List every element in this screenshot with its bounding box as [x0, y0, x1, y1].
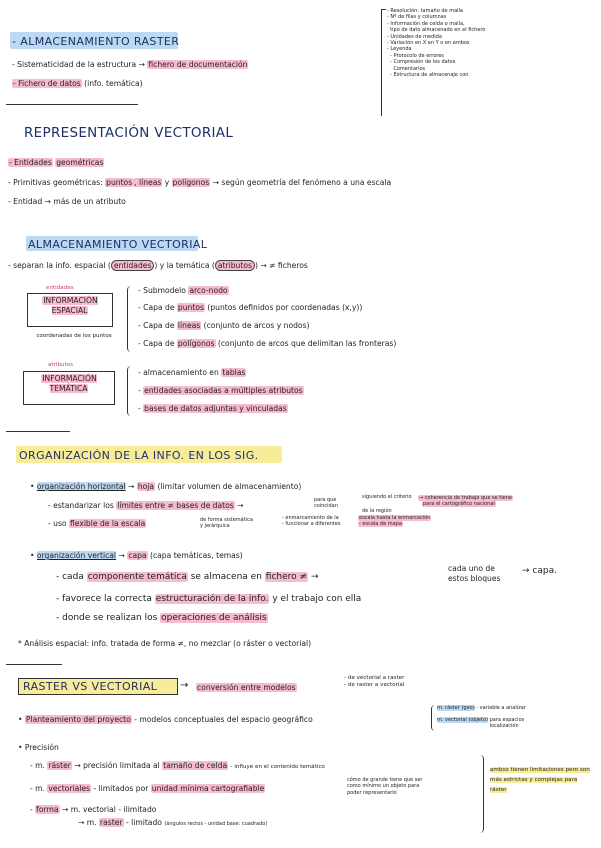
- rvv-approach-text: - modelos conceptuales del espacio geográfico: [134, 715, 313, 724]
- rvv-prec2-d: unidad mínima cartografiable: [151, 784, 265, 793]
- horizontal-sub-2-note-2: y jerárquica: [200, 523, 230, 530]
- vector-repr-line-2-a: - Primitivas geométricas:: [8, 178, 103, 187]
- rvv-precision-raster: [30, 761, 325, 771]
- raster-line-2: [12, 79, 143, 89]
- bullet: •: [30, 482, 35, 491]
- spatial-item-2-c: (conjunto de arcos y nodos): [203, 321, 310, 330]
- horizontal-sub-2-notes-a: [200, 517, 253, 530]
- rvv-approach: [18, 715, 313, 725]
- rvv-prec1-a: - m.: [30, 761, 45, 770]
- vertical-head-layer: capa: [128, 551, 147, 560]
- horizontal-head-arrow: →: [128, 482, 135, 491]
- side-note: - Estructura de almacenaje con: [387, 72, 469, 79]
- spatial-item-2-a: - Capa de: [138, 321, 175, 330]
- side-note: - Unidades de medida: [387, 33, 442, 40]
- rvv-yellow-note-text: ambos tienen limitaciones pero son más estrictas y complejas para ráster: [490, 767, 590, 793]
- vector-repr-title: REPRESENTACIÓN VECTORIAL: [24, 125, 234, 141]
- rvv-prec2-note-1: cómo de grande tiene que ser: [347, 777, 423, 783]
- rvv-prec2-a: - m.: [30, 784, 45, 793]
- rvv-approach-raster-note: - variable a analizar: [476, 705, 526, 711]
- vector-repr-line-1-a: - Entidades: [9, 158, 52, 167]
- rvv-form-b: forma: [36, 805, 59, 814]
- rvv-prec1-c: → precisión limitada al: [74, 761, 160, 770]
- horizontal-sub-1-c: →: [237, 501, 244, 510]
- spatial-item-3-a: - Capa de: [138, 339, 175, 348]
- horizontal-sub-1-result: [418, 495, 513, 508]
- horizontal-head-note: (limitar volumen de almacenamiento): [157, 482, 302, 491]
- intro-entities: entidades: [111, 260, 155, 271]
- vertical-sub-1-blocks: cada uno de estos bloques: [448, 564, 501, 583]
- rvv-conversion-list: [344, 675, 404, 689]
- thematic-info-box: [23, 371, 115, 405]
- thematic-item-2-a: -: [138, 404, 141, 413]
- vertical-sub-2-c: y el trabajo con ella: [272, 594, 362, 604]
- horizontal-sub-1-note-b: siguiendo el criterio: [362, 494, 412, 500]
- side-note: - Variación en X en Y o en ambos: [387, 40, 470, 47]
- horizontal-sub-1-a: - estandarizar los: [48, 501, 114, 510]
- thematic-item: [138, 386, 304, 396]
- side-note: - Leyenda: [387, 46, 412, 53]
- rvv-approach-raster: [437, 705, 526, 711]
- raster-line-1-highlight: fichero de documentación: [148, 60, 248, 69]
- thematic-item-2-b: bases de datos adjuntas y vinculadas: [144, 404, 287, 413]
- horizontal-sub-1-e: para el cartográfico nacional: [423, 501, 495, 508]
- thematic-item: [138, 404, 288, 414]
- vector-repr-line-3: - Entidad → más de un atributo: [8, 197, 126, 206]
- rvv-precision-bracket: [478, 755, 484, 833]
- side-notes-bracket: [381, 9, 382, 116]
- vector-repr-line-2-c: , líneas: [134, 178, 162, 187]
- horizontal-sub-2-note-3: - enmarcamiento de la: [282, 515, 339, 521]
- spatial-info-box: [27, 293, 113, 327]
- thematic-item-1-b: entidades asociadas a múltiples atributos: [144, 386, 303, 395]
- horizontal-sub-1: [48, 501, 244, 511]
- rvv-prec2-b: vectoriales: [48, 784, 90, 793]
- spatial-item-1-a: - Capa de: [138, 303, 175, 312]
- horizontal-sub-2-note-5: escala hasta la enmarcación: [359, 515, 431, 521]
- rvv-approach-raster-label: m. ráster (geo): [437, 705, 475, 711]
- spatial-note: coordenadas de los puntos: [36, 333, 112, 339]
- vector-repr-line-1-b: geométricas: [56, 158, 104, 167]
- horizontal-head: [30, 482, 301, 492]
- side-note: - Nº de filas y columnas: [387, 14, 447, 21]
- vector-storage-intro: [8, 261, 308, 271]
- vector-repr-line-2-d: y: [164, 178, 170, 187]
- horizontal-sub-1-b: límites entre ≠ bases de datos: [117, 501, 234, 510]
- thematic-tag: atributos: [48, 362, 74, 368]
- vertical-sub-1-c: se almacena en: [190, 572, 262, 582]
- vertical-sub-1-d: fichero ≠: [265, 572, 308, 582]
- rvv-approach-vector-note: para espacios localización: [489, 717, 525, 730]
- spatial-item-3-b: polígonos: [177, 339, 215, 348]
- raster-line-1: [12, 60, 248, 70]
- side-note: - Resolución: tamaño de malla: [387, 8, 463, 14]
- vertical-head-note: (capa temáticas, temas): [150, 551, 243, 560]
- rvv-approach-brace: [431, 705, 436, 731]
- horizontal-head-label: organización horizontal: [36, 482, 126, 491]
- rvv-conversion-1: - de vectorial a raster: [344, 675, 405, 681]
- horizontal-sub-2-a: - uso: [48, 519, 67, 528]
- horizontal-sub-1-note-c: de la región: [362, 508, 392, 514]
- intro-a: - separan la info. espacial (: [8, 261, 111, 270]
- vector-repr-line-1: [8, 158, 104, 168]
- thematic-item-0-b: tablas: [222, 368, 246, 377]
- horizontal-sub-1-note-a: para que coincidan: [314, 497, 338, 510]
- rvv-form-f: - limitado: [125, 818, 162, 827]
- vertical-sub-3-a: - donde se realizan los: [56, 613, 158, 623]
- rvv-shape: [30, 805, 156, 815]
- rvv-prec2-c: - limitados por: [93, 784, 149, 793]
- rvv-form-a: -: [30, 805, 33, 814]
- rvv-prec2-note-2: como mínimo un objeto para: [347, 783, 420, 790]
- raster-line-2-highlight: - Fichero de datos: [13, 79, 81, 88]
- rvv-precision-vector: [30, 784, 265, 794]
- spatial-item: [138, 303, 362, 313]
- rvv-precision-label: Precisión: [24, 743, 59, 752]
- vertical-sub-2-b: estructuración de la info.: [155, 594, 269, 604]
- rvv-precision-note: [347, 777, 422, 796]
- vertical-sub-2: [56, 593, 361, 605]
- rvv-approach-label: Planteamiento del proyecto: [25, 715, 131, 724]
- horizontal-sub-2-note-6: - escala de mapa: [359, 521, 402, 528]
- divider: [6, 431, 70, 432]
- horizontal-sub-2-notes-b: [282, 515, 340, 528]
- rvv-precision-head: [18, 743, 59, 753]
- side-note: - Protocolo de errores: [387, 52, 444, 59]
- horizontal-sub-2-notes-c: [358, 515, 431, 528]
- side-notes-cap: [381, 9, 386, 10]
- rvv-yellow-note: [490, 765, 590, 795]
- divider: [6, 104, 138, 105]
- raster-line-2-text: (info. temática): [84, 79, 143, 88]
- horizontal-sub-2-b: flexible de la escala: [70, 519, 146, 528]
- thematic-item: [138, 368, 246, 378]
- thematic-info-box-label: INFORMACIÓN TEMÁTICA: [42, 374, 97, 393]
- spatial-info-box-label: INFORMACIÓN ESPACIAL: [43, 296, 98, 315]
- horizontal-sub-2-note-4: - funcionar a diferentes: [282, 521, 341, 528]
- thematic-brace: [127, 366, 134, 416]
- bullet: •: [18, 743, 23, 752]
- vector-repr-line-2-f: → según geometría del fenómeno a una escala: [212, 178, 392, 187]
- spatial-item-2-b: líneas: [177, 321, 201, 330]
- divider: [6, 664, 62, 665]
- side-note: - Información de celda o malla,: [387, 20, 465, 27]
- spatial-brace: [127, 286, 134, 352]
- raster-line-1-text: - Sistematicidad de la estructura →: [12, 60, 145, 69]
- thematic-item-0-a: - almacenamiento en: [138, 368, 219, 377]
- bullet: •: [30, 551, 35, 560]
- bullet: •: [18, 715, 23, 724]
- vertical-head-arrow: →: [118, 551, 125, 560]
- raster-storage-title: - ALMACENAMIENTO RASTER: [12, 35, 180, 48]
- rvv-prec2-note-3: poder representarlo: [347, 789, 397, 796]
- spatial-item-0-a: - Submodelo: [138, 286, 186, 295]
- spatial-analysis-footnote: * Análisis espacial: info. tratada de forma ≠, no mezclar (o ráster o vectorial): [18, 639, 312, 648]
- rvv-shape-raster: [78, 818, 267, 828]
- rvv-prec1-d: tamaño de celda: [163, 761, 228, 770]
- thematic-item-1-a: -: [138, 386, 141, 395]
- rvv-form-g: (ángulos rectos - unidad base: cuadrado): [164, 821, 268, 827]
- vector-repr-line-2-b: puntos: [106, 178, 133, 187]
- spatial-item: [138, 321, 310, 331]
- vector-repr-line-2-e: polígonos: [172, 178, 210, 187]
- intro-e: ) → ≠ ficheros: [254, 261, 308, 270]
- spatial-tag: entidades: [46, 285, 74, 291]
- organization-title: ORGANIZACIÓN DE LA INFO. EN LOS SIG.: [19, 449, 259, 462]
- vertical-sub-1: [56, 571, 319, 583]
- rvv-title: RASTER VS VECTORIAL: [23, 680, 158, 693]
- rvv-prec1-e: - influye en el contenido temático: [230, 764, 325, 770]
- vertical-sub-1-a: - cada: [56, 572, 84, 582]
- side-notes: [387, 8, 597, 78]
- rvv-approach-vector: [437, 717, 540, 730]
- vertical-head: [30, 551, 243, 561]
- rvv-approach-vector-label: m. vectorial (objeto): [437, 717, 488, 723]
- spatial-item-3-c: (conjunto de arcos que delimitan las fronteras): [217, 339, 397, 348]
- vertical-sub-3-b: operaciones de análisis: [161, 613, 267, 623]
- horizontal-head-sheet: hoja: [137, 482, 155, 491]
- vertical-sub-2-a: - favorece la correcta: [56, 594, 152, 604]
- intro-c: ) y la temática (: [154, 261, 215, 270]
- vertical-sub-1-e: →: [310, 572, 319, 582]
- side-note: - Compresión de los datos: [387, 59, 456, 66]
- rvv-prec1-b: ráster: [48, 761, 71, 770]
- vertical-head-label: organización vertical: [36, 551, 117, 560]
- spatial-item: [138, 286, 229, 296]
- horizontal-sub-2: [48, 519, 146, 529]
- vertical-sub-1-layer: → capa.: [522, 566, 557, 576]
- spatial-item-0-b: arco-nodo: [189, 286, 228, 295]
- rvv-conversion-label: conversión entre modelos: [197, 683, 296, 692]
- vertical-sub-1-b: componente temática: [87, 572, 187, 582]
- spatial-item: [138, 339, 396, 349]
- rvv-form-e: raster: [100, 818, 123, 827]
- rvv-form-d: → m.: [78, 818, 97, 827]
- rvv-form-c: → m. vectorial - ilimitado: [61, 805, 157, 814]
- side-note: Comentarios: [387, 65, 426, 72]
- side-note: tipo de dato almacenado en el fichero: [387, 27, 486, 34]
- horizontal-sub-2-note-1: de forma sistemática: [200, 517, 253, 523]
- spatial-item-1-c: (puntos definidos por coordenadas (x,y)): [207, 303, 363, 312]
- rvv-conversion-2: - de raster a vectorial: [344, 682, 405, 688]
- intro-attributes: atributos: [215, 260, 255, 271]
- rvv-arrow: →: [180, 680, 189, 691]
- spatial-item-1-b: puntos: [177, 303, 204, 312]
- vertical-sub-3: [56, 612, 268, 624]
- rvv-conversion: [196, 683, 297, 693]
- horizontal-sub-1-d: → coherencia de trabajo que se tiene: [419, 495, 512, 501]
- vector-repr-line-2: [8, 178, 391, 188]
- vector-storage-title: ALMACENAMIENTO VECTORIAL: [28, 238, 208, 251]
